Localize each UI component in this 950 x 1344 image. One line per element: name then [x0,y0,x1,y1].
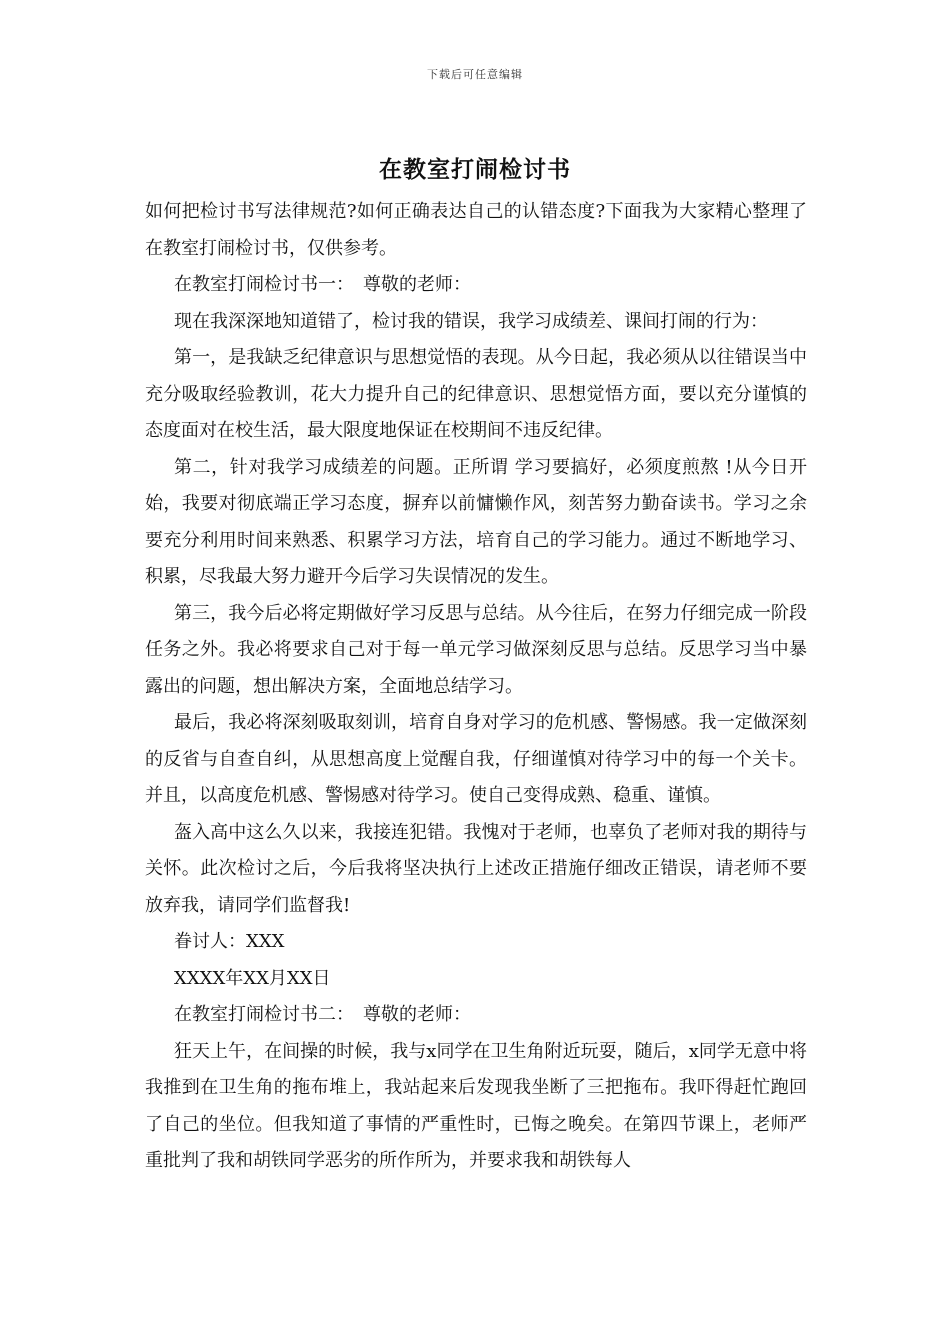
paragraph-section-two-body: 狂天上午，在间操的时候，我与x同学在卫生角附近玩耍，随后，x同学无意中将我推到在卫生角的拖布堆上，我站起来后发现我坐断了三把拖布。我吓得赶忙跑回了自己的坐位。但我知道了事情的严重性时，已悔之晚矣。在第四节课上，老师严重批判了我和胡铁同学恶劣的所作所为，并要求我和胡铁每人 [145,1040,807,1171]
paragraph-date: XXXX年XX月XX日 [174,967,331,989]
paragraph-intro: 如何把检讨书写法律规范?如何正确表达自己的认错态度?下面我为大家精心整理了在教室打闹检讨书，仅供参考。 [145,201,807,259]
document-body [145,194,807,1180]
page-header-note: 下载后可任意编辑 [427,68,523,81]
paragraph-opening: 现在我深深地知道错了，检讨我的错误，我学习成绩差、课间打闹的行为： [174,310,768,332]
paragraph-signature: 眷讨人：XXX [174,931,285,952]
paragraph-section-two-heading: 在教室打闹检讨书二： 尊敬的老师： [174,1004,471,1025]
paragraph-second-point: 第二，针对我学习成绩差的问题。正所谓 学习要搞好，必须度煎熬 !从今日开始，我要对彻底端正学习态度，摒弃以前慵懒作风，刻苦努力勤奋读书。学习之余要充分利用时间来熟悉、积累学习方法，培育自己的学习能力。通过不断地学习、积累，尽我最大努力避开今后学习失误情况的发生。 [145,456,807,587]
paragraph-first-point: 第一，是我缺乏纪律意识与思想觉悟的表现。从今日起，我必须从以往错误当中充分吸取经验教训，花大力提升自己的纪律意识、思想觉悟方面，要以充分谨慎的态度面对在校生活，最大限度地保证在校期间不违反纪律。 [145,347,807,441]
paragraph-closing: 盔入高中这么久以来，我接连犯错。我愧对于老师，也辜负了老师对我的期待与关怀。此次检讨之后，今后我将坚决执行上述改正措施仔细改正错误，请老师不要放弃我，请同学们监督我! [145,821,807,916]
paragraph-final-point: 最后，我必将深刻吸取刻训，培育自身对学习的危机感、警惕感。我一定做深刻的反省与自查自纠，从思想高度上觉醒自我，仔细谨慎对待学习中的每一个关卡。并且，以高度危机感、警惕感对待学习。使自己变得成熟、稳重、谨慎。 [145,712,807,806]
paragraph-section-one-heading: 在教室打闹检讨书一： 尊敬的老师： [174,274,471,295]
paragraph-third-point: 第三，我今后必将定期做好学习反思与总结。从今往后，在努力仔细完成一阶段任务之外。我必将要求自己对于每一单元学习做深刻反思与总结。反思学习当中暴露出的问题，想出解决方案，全面地总结学习。 [145,602,807,697]
document-title: 在教室打闹检讨书 [379,157,571,183]
